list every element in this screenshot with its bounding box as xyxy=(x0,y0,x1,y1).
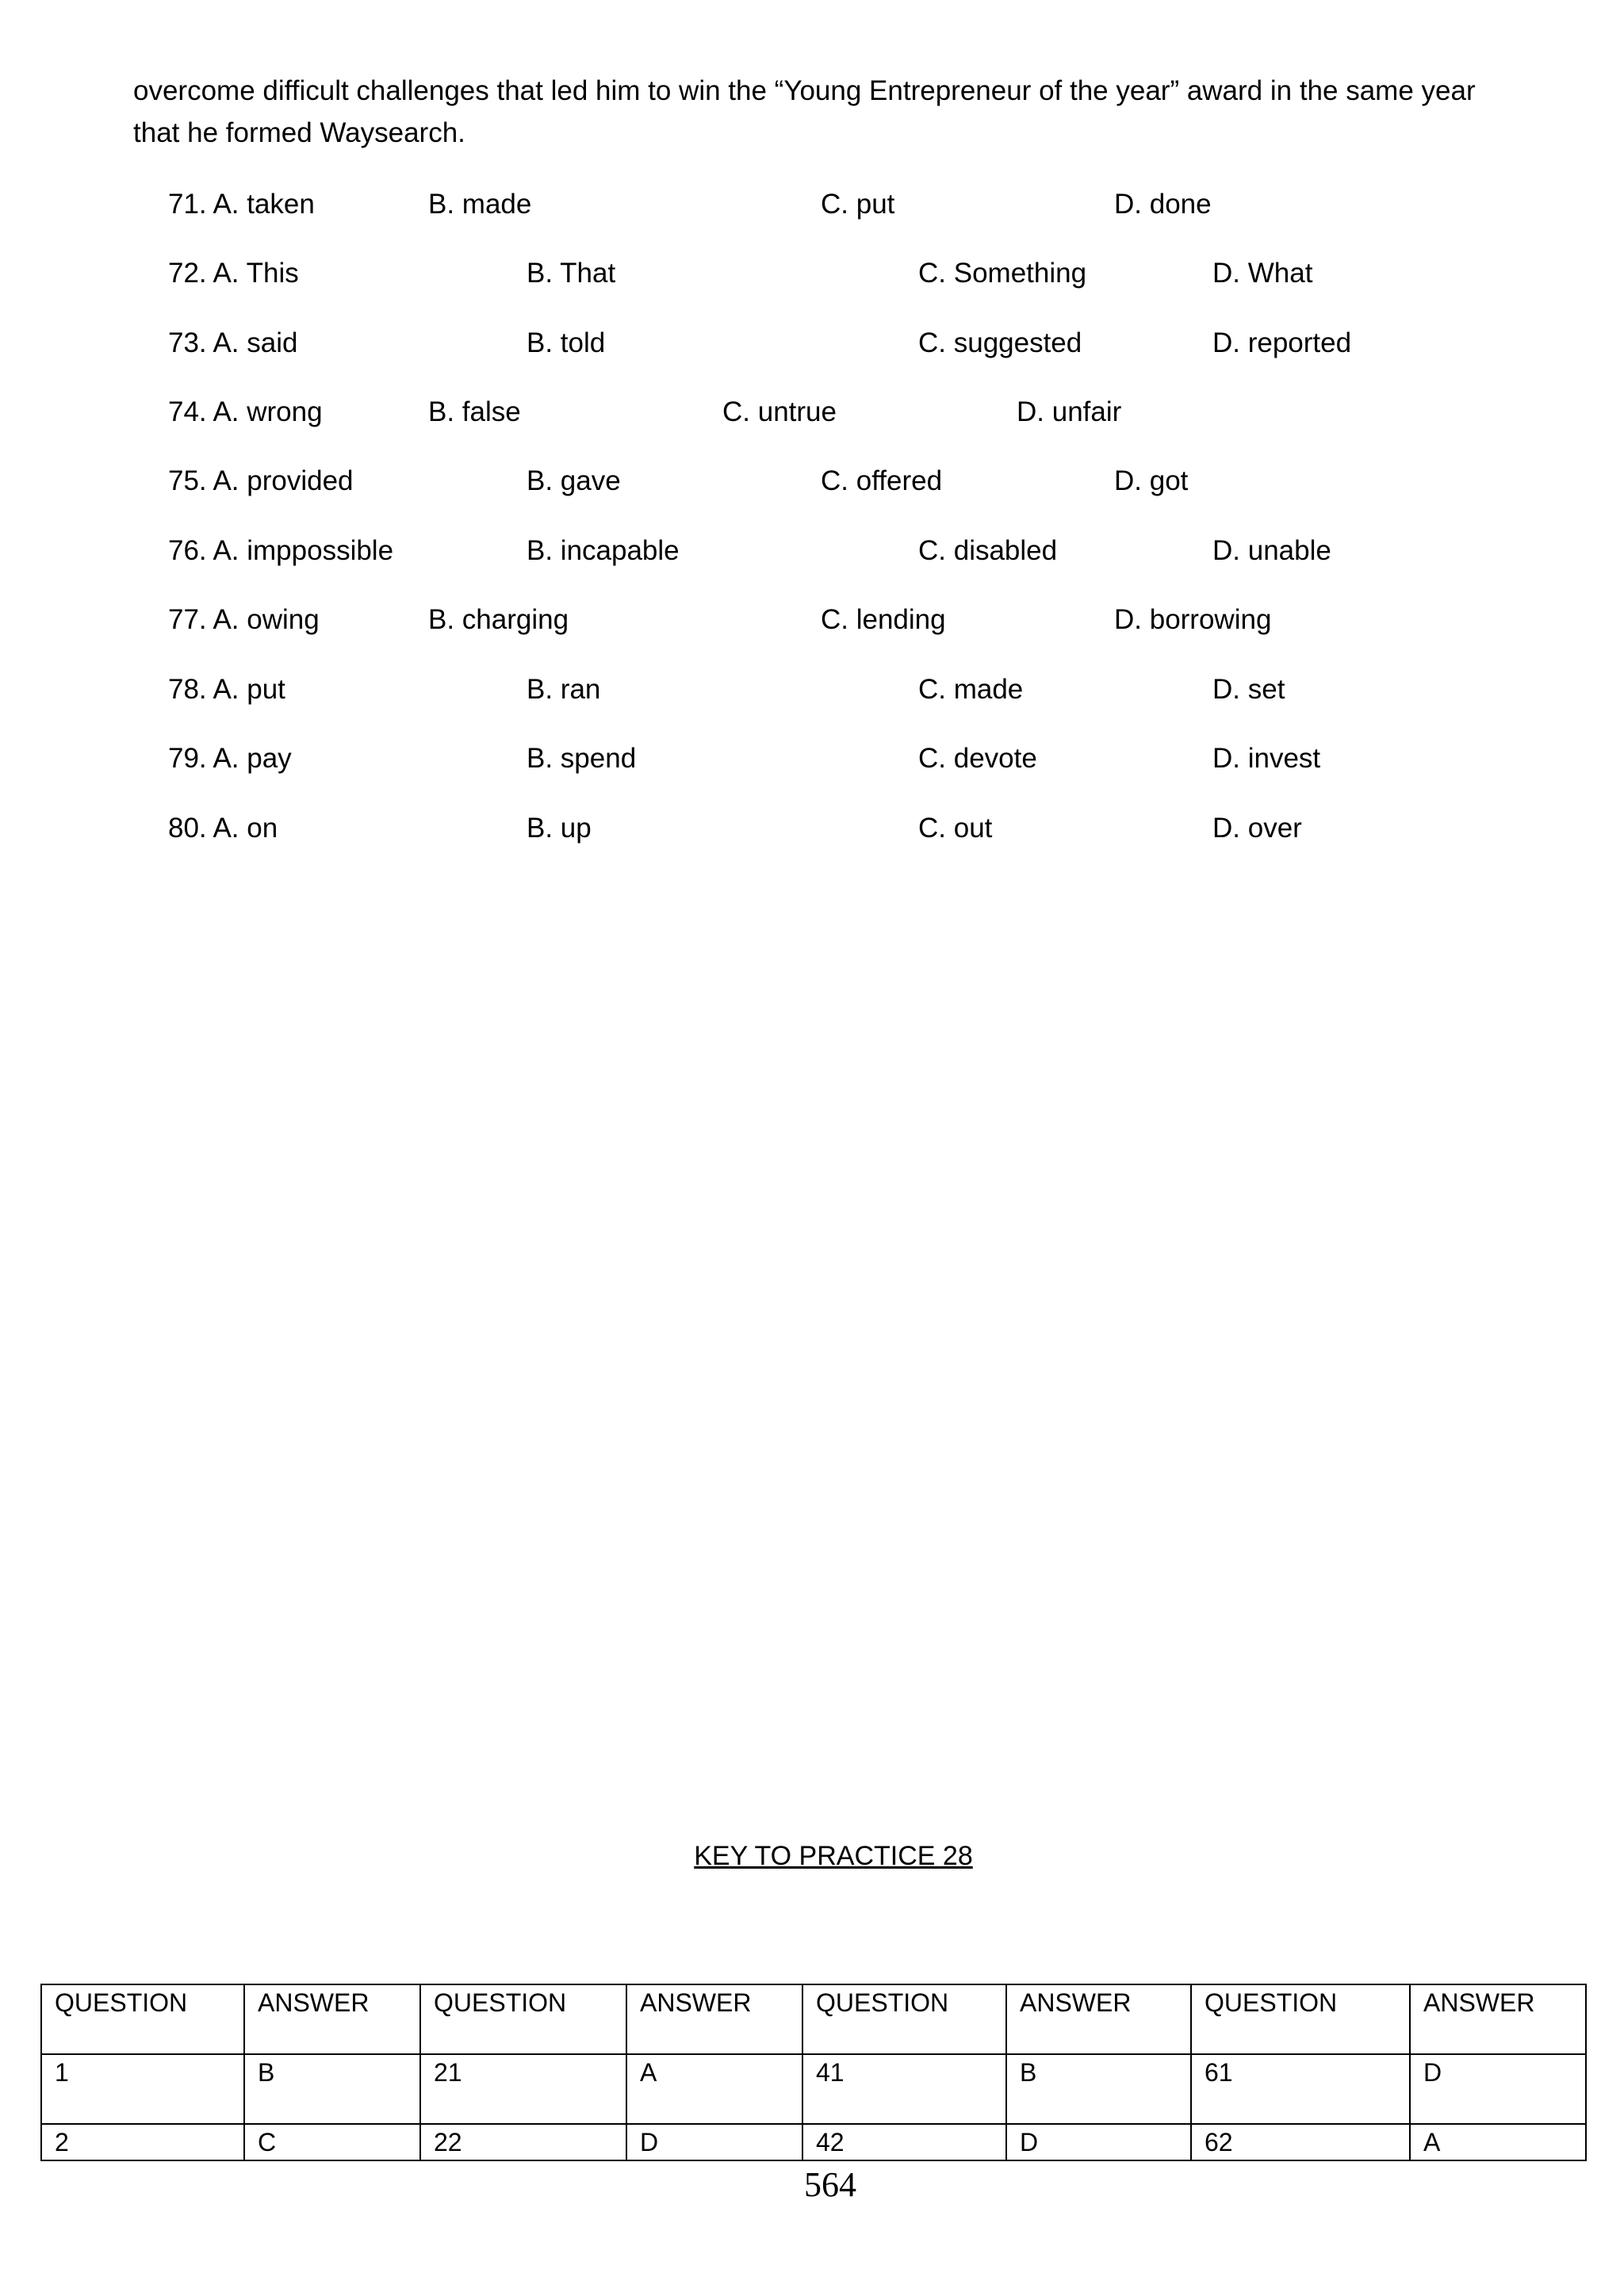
option-b: B. ran xyxy=(527,674,601,705)
table-cell: A xyxy=(1410,2124,1586,2160)
option-d: D. over xyxy=(1212,813,1302,844)
option-a: 75. A. provided xyxy=(168,465,354,496)
table-cell: 42 xyxy=(802,2124,1006,2160)
option-c: C. disabled xyxy=(918,535,1058,566)
header-cell: ANSWER xyxy=(626,1984,802,2054)
option-a: 71. A. taken xyxy=(168,189,315,220)
page-number: 564 xyxy=(804,2165,856,2204)
option-b: B. told xyxy=(527,327,606,358)
option-c: C. lending xyxy=(821,604,946,635)
option-d: D. done xyxy=(1114,189,1212,220)
table-cell: B xyxy=(1006,2054,1191,2124)
table-cell: 41 xyxy=(802,2054,1006,2124)
option-c: C. devote xyxy=(918,743,1037,774)
question-72 xyxy=(0,254,1624,293)
option-b: B. incapable xyxy=(527,535,680,566)
option-c: C. offered xyxy=(821,465,943,496)
option-c: C. out xyxy=(918,813,993,844)
intro-line: overcome difficult challenges that led him to win the “Young Entrepreneur of the year” award in the same year xyxy=(133,75,1476,106)
table-cell: B xyxy=(244,2054,420,2124)
table-cell: 62 xyxy=(1191,2124,1410,2160)
option-b: B. up xyxy=(527,813,592,844)
table-cell: D xyxy=(1006,2124,1191,2160)
table-cell: 2 xyxy=(41,2124,244,2160)
header-cell: QUESTION xyxy=(420,1984,626,2054)
question-77 xyxy=(0,600,1624,640)
option-a: 76. A. imppossible xyxy=(168,535,394,566)
header-cell: QUESTION xyxy=(1191,1984,1410,2054)
option-d: D. set xyxy=(1212,674,1285,705)
option-c: C. Something xyxy=(918,258,1087,289)
table-cell: A xyxy=(626,2054,802,2124)
option-d: D. unable xyxy=(1212,535,1331,566)
table-header-row xyxy=(41,1984,1586,2054)
question-73 xyxy=(0,323,1624,363)
table-row xyxy=(41,2054,1586,2124)
option-a: 74. A. wrong xyxy=(168,396,323,427)
option-b: B. gave xyxy=(527,465,621,496)
option-a: 73. A. said xyxy=(168,327,298,358)
table-cell: 61 xyxy=(1191,2054,1410,2124)
option-c: C. suggested xyxy=(918,327,1082,358)
option-a: 78. A. put xyxy=(168,674,285,705)
question-79 xyxy=(0,739,1624,779)
option-d: D. invest xyxy=(1212,743,1321,774)
intro-line: that he formed Waysearch. xyxy=(133,117,465,148)
option-a: 77. A. owing xyxy=(168,604,320,635)
header-cell: QUESTION xyxy=(802,1984,1006,2054)
option-b: B. That xyxy=(527,258,616,289)
header-cell: QUESTION xyxy=(41,1984,244,2054)
option-a: 79. A. pay xyxy=(168,743,292,774)
option-d: D. borrowing xyxy=(1114,604,1272,635)
key-title: KEY TO PRACTICE 28 xyxy=(694,1841,973,1871)
option-d: D. unfair xyxy=(1017,396,1122,427)
table-cell: D xyxy=(1410,2054,1586,2124)
option-c: C. made xyxy=(918,674,1024,705)
table-cell: 21 xyxy=(420,2054,626,2124)
option-b: B. charging xyxy=(428,604,569,635)
option-c: C. put xyxy=(821,189,895,220)
question-75 xyxy=(0,461,1624,501)
table-row xyxy=(41,2124,1586,2160)
header-cell: ANSWER xyxy=(244,1984,420,2054)
option-d: D. What xyxy=(1212,258,1313,289)
table-cell: D xyxy=(626,2124,802,2160)
option-b: B. false xyxy=(428,396,521,427)
table-cell: 22 xyxy=(420,2124,626,2160)
question-78 xyxy=(0,670,1624,710)
table-cell: C xyxy=(244,2124,420,2160)
header-cell: ANSWER xyxy=(1410,1984,1586,2054)
option-d: D. reported xyxy=(1212,327,1352,358)
question-71 xyxy=(0,185,1624,224)
option-b: B. spend xyxy=(527,743,637,774)
header-cell: ANSWER xyxy=(1006,1984,1191,2054)
question-80 xyxy=(0,809,1624,848)
option-a: 72. A. This xyxy=(168,258,299,289)
option-d: D. got xyxy=(1114,465,1189,496)
question-74 xyxy=(0,392,1624,432)
table-cell: 1 xyxy=(41,2054,244,2124)
intro-paragraph xyxy=(133,70,1513,154)
option-b: B. made xyxy=(428,189,532,220)
option-c: C. untrue xyxy=(722,396,837,427)
answer-key-table xyxy=(40,1984,1587,2161)
question-76 xyxy=(0,531,1624,571)
option-a: 80. A. on xyxy=(168,813,278,844)
